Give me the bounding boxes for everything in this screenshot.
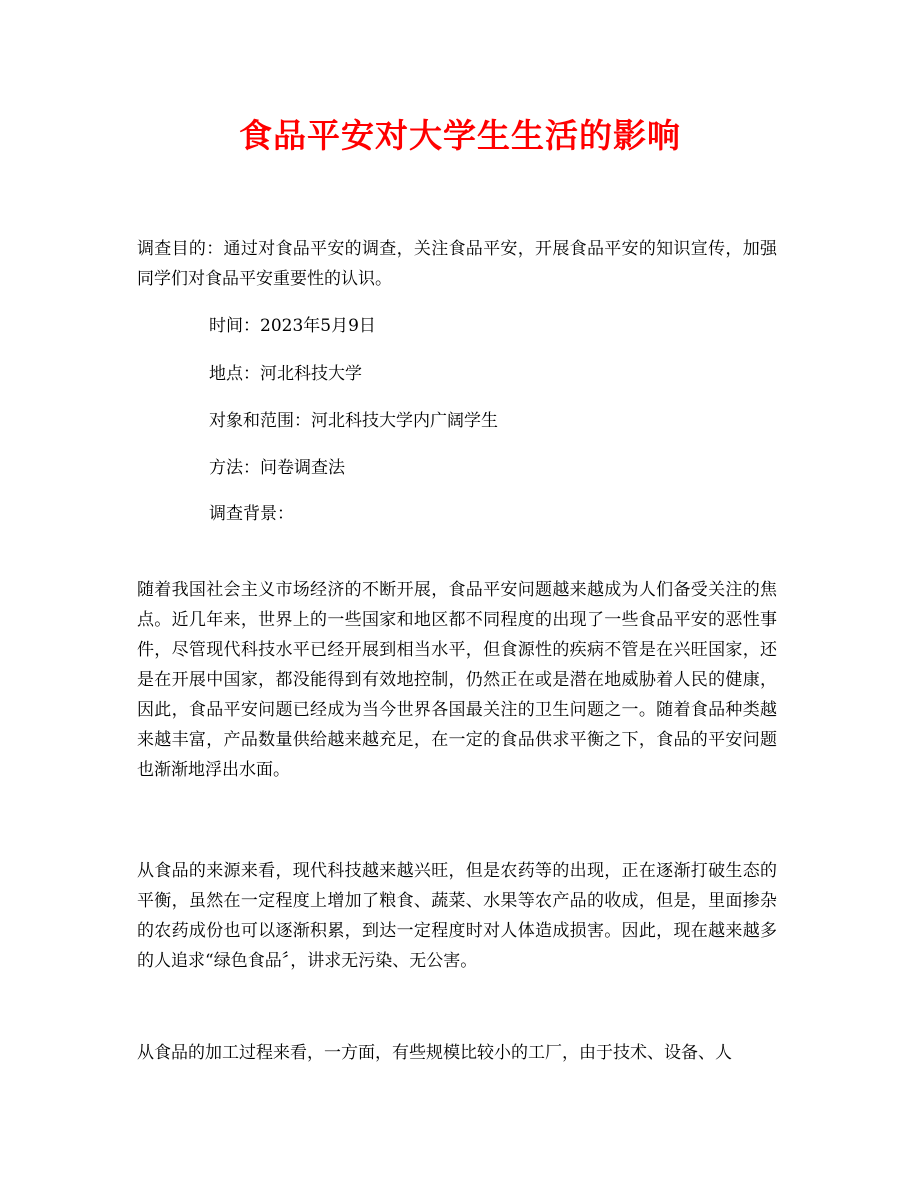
survey-place: 地点：河北科技大学 xyxy=(209,364,362,384)
survey-purpose-paragraph: 调查目的：通过对食品平安的调查，关注食品平安，开展食品平安的知识宣传，加强同学们对食品平安重要性的认识。 xyxy=(137,239,777,289)
body-paragraph: 随着我国社会主义市场经济的不断开展，食品平安问题越来越成为人们备受关注的焦点。近几年来，世界上的一些国家和地区都不同程度的出现了一些食品平安的恶性事件，尽管现代科技水平已经开展到相当水平，但食源性的疾病不管是在兴旺国家，还是在开展中国家，都没能得到有效地控制，仍然正在或是潜在地威胁着人民的健康，因此，食品平安问题已经成为当今世界各国最关注的卫生问题之一。随着食品种类越来越丰富，产品数量供给越来越充足，在一定的食品供求平衡之下，食品的平安问题也渐渐地浮出水面。 xyxy=(137,580,777,780)
document-title: 食品平安对大学生生活的影响 xyxy=(239,116,681,155)
body-paragraph: 从食品的来源来看，现代科技越来越兴旺，但是农药等的出现，正在逐渐打破生态的平衡，虽然在一定程度上增加了粮食、蔬菜、水果等农产品的收成，但是，里面掺杂的农药成份也可以逐渐积累，到达一定程度时对人体造成损害。因此，现在越来越多的人追求“绿色食品〞，讲求无污染、无公害。 xyxy=(137,861,777,971)
survey-time: 时间：2023年5月9日 xyxy=(209,316,376,336)
survey-background-label: 调查背景： xyxy=(209,504,294,524)
body-paragraph: 从食品的加工过程来看，一方面，有些规模比较小的工厂，由于技术、设备、人 xyxy=(137,1043,732,1063)
survey-scope: 对象和范围：河北科技大学内广阔学生 xyxy=(209,411,498,431)
survey-method: 方法：问卷调查法 xyxy=(209,458,345,478)
